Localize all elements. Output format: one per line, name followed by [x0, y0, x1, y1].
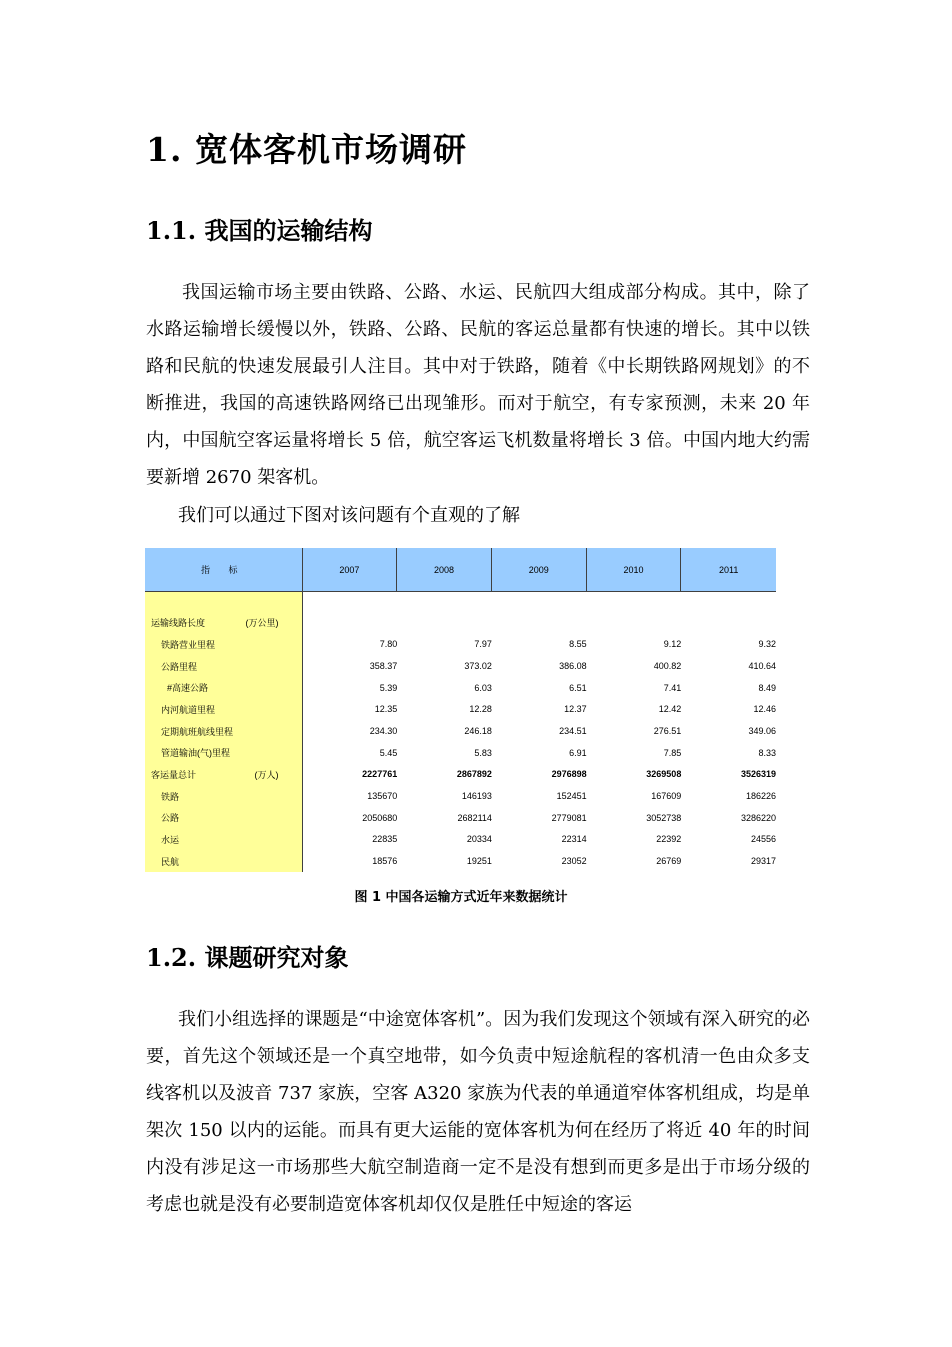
page-title: 1. 宽体客机市场调研: [146, 130, 467, 169]
paragraph-research-topic: 我们小组选择的课题是“中途宽体客机”。因为我们发现这个领域有深入研究的必要，首先这个领域还是一个真空地带，如今负责中短途航程的客机清一色由众多支线客机以及波音 737 家族，空客 A320 家族为代表的单通道窄体客机组成，均是单架次 150 以内的运能。而具有更大运能的宽体客机为何在经历了将近 40 年的时间内没有涉足这一市场那些大航空制造商一定不是没有想到而更多是出于市场分级的考虑也就是没有必要制造宽体客机却仅仅是胜任中短途的客运: [146, 1009, 810, 1215]
row-label-text: 铁路营业里程: [161, 639, 216, 650]
row-label-text: 民航: [161, 856, 180, 867]
row-label: [145, 768, 303, 781]
row-label-text: 定期航班航线里程: [161, 726, 234, 737]
row-label-text: 内河航道里程: [161, 704, 216, 715]
table-cell: 22314: [561, 834, 587, 845]
table-cell: 7.97: [474, 639, 492, 650]
row-label: [145, 703, 303, 716]
table-cell: 7.85: [663, 747, 682, 758]
table-cell: 276.51: [653, 726, 682, 737]
figure-caption: 图 1 中国各运输方式近年来数据统计: [354, 890, 568, 905]
table-cell: 20334: [466, 834, 492, 845]
row-label-text: 水运: [161, 834, 180, 845]
row-label: [145, 746, 303, 759]
table-cell: 3286220: [740, 812, 776, 823]
table-row: [145, 785, 776, 807]
table-row: [145, 677, 776, 699]
table-cell: 22392: [656, 834, 682, 845]
table-cell: 146193: [461, 791, 492, 802]
table-cell: 246.18: [464, 726, 492, 737]
table-row: [145, 612, 776, 634]
table-cell: 386.08: [559, 661, 587, 672]
table-cell: 12.46: [753, 704, 776, 715]
row-label: [145, 811, 303, 824]
table-row: [145, 742, 776, 764]
table-body: [145, 612, 776, 872]
transport-statistics-table: [145, 548, 776, 872]
table-cell: 400.82: [653, 661, 682, 672]
table-cell: 2867892: [456, 769, 492, 780]
table-cell: 5.39: [379, 682, 398, 693]
table-cell: 8.33: [758, 747, 776, 758]
header-year: 2010: [587, 548, 682, 591]
table-cell: 7.41: [663, 682, 682, 693]
table-cell: 2682114: [457, 812, 492, 823]
table-cell: 2779081: [551, 812, 587, 823]
table-cell: 12.35: [374, 704, 398, 715]
table-cell: 22835: [372, 834, 398, 845]
row-label-text: 公路里程: [161, 661, 198, 672]
row-label-text: 客运量总计: [151, 769, 197, 780]
table-cell: 18576: [372, 856, 398, 867]
paragraph-transport-market: 我国运输市场主要由铁路、公路、水运、民航四大组成部分构成。其中，除了水路运输增长缓慢以外，铁路、公路、民航的客运总量都有快速的增长。其中以铁路和民航的快速发展最引人注目。其中对于铁路，随着《中长期铁路网规划》的不断推进，我国的高速铁路网络已出现雏形。而对于航空，有专家预测，未来 20 年内，中国航空客运量将增长 5 倍，航空客运飞机数量将增长 3 倍。中国内地大约需要新增 2670 架客机。: [146, 282, 810, 488]
table-header: [145, 548, 776, 591]
table-cell: 12.37: [564, 704, 587, 715]
table-cell: 7.80: [379, 639, 398, 650]
header-year: 2009: [492, 548, 587, 591]
table-cell: 3052738: [646, 812, 682, 823]
table-cell: 9.32: [758, 639, 776, 650]
row-label-text: 铁路: [161, 791, 180, 802]
row-label-text: 运输线路长度: [151, 618, 206, 629]
table-cell: 186226: [745, 791, 776, 802]
table-cell: 3526319: [740, 769, 777, 780]
paragraph-figure-intro: 我们可以通过下图对该问题有个直观的了解: [178, 505, 520, 526]
row-label: [145, 660, 303, 673]
table-cell: 6.51: [569, 682, 587, 693]
table-cell: 2050680: [362, 812, 398, 823]
section-heading-research-object: 1.2. 课题研究对象: [146, 943, 349, 972]
table-row: [145, 655, 776, 677]
header-year: 2008: [397, 548, 492, 591]
table-cell: 373.02: [464, 661, 492, 672]
header-year: 2011: [718, 564, 739, 575]
table-row: [145, 720, 776, 742]
table-row: [145, 634, 776, 656]
table-cell: 234.30: [369, 726, 398, 737]
table-cell: 5.83: [474, 747, 492, 758]
table-cell: 234.51: [559, 726, 587, 737]
table-cell: 167609: [651, 791, 682, 802]
table-cell: 6.03: [474, 682, 492, 693]
row-unit: (万人): [254, 769, 279, 780]
section-heading-transport-structure: 1.1. 我国的运输结构: [146, 216, 373, 245]
table-cell: 6.91: [569, 747, 587, 758]
table-cell: 29317: [750, 856, 776, 867]
row-label: [145, 681, 303, 694]
table-row: [145, 829, 776, 851]
table-row: [145, 764, 776, 786]
table-cell: 9.12: [663, 639, 682, 650]
row-label: [145, 790, 303, 803]
table-cell: 410.64: [748, 661, 776, 672]
row-label: [145, 638, 303, 651]
table-cell: 152451: [556, 791, 587, 802]
table-cell: 24556: [750, 834, 776, 845]
table-cell: 19251: [466, 856, 492, 867]
table-cell: 5.45: [379, 747, 398, 758]
row-label-text: #高速公路: [167, 683, 209, 694]
table-cell: 3269508: [646, 769, 682, 780]
table-cell: 2227761: [362, 769, 398, 780]
table-cell: 8.55: [569, 639, 587, 650]
table-cell: 23052: [561, 856, 587, 867]
table-row: [145, 699, 776, 721]
row-unit: (万公里): [245, 618, 279, 629]
table-cell: 2976898: [551, 769, 587, 780]
table-cell: 12.42: [658, 704, 682, 715]
table-cell: 349.06: [748, 726, 776, 737]
row-label: [145, 725, 303, 738]
row-label-text: 公路: [161, 813, 180, 824]
row-label: [145, 833, 303, 846]
header-indicator: 指 标: [145, 548, 303, 591]
row-label-text: 管道输油(气)里程: [161, 748, 230, 759]
row-label: [145, 616, 303, 629]
table-cell: 26769: [656, 856, 682, 867]
row-label: [145, 855, 303, 868]
table-cell: 12.28: [469, 704, 492, 715]
table-row: [145, 850, 776, 872]
table-cell: 358.37: [369, 661, 398, 672]
header-year: 2007: [303, 548, 398, 591]
table-cell: 8.49: [758, 682, 776, 693]
table-row: [145, 807, 776, 829]
table-cell: 135670: [367, 791, 398, 802]
